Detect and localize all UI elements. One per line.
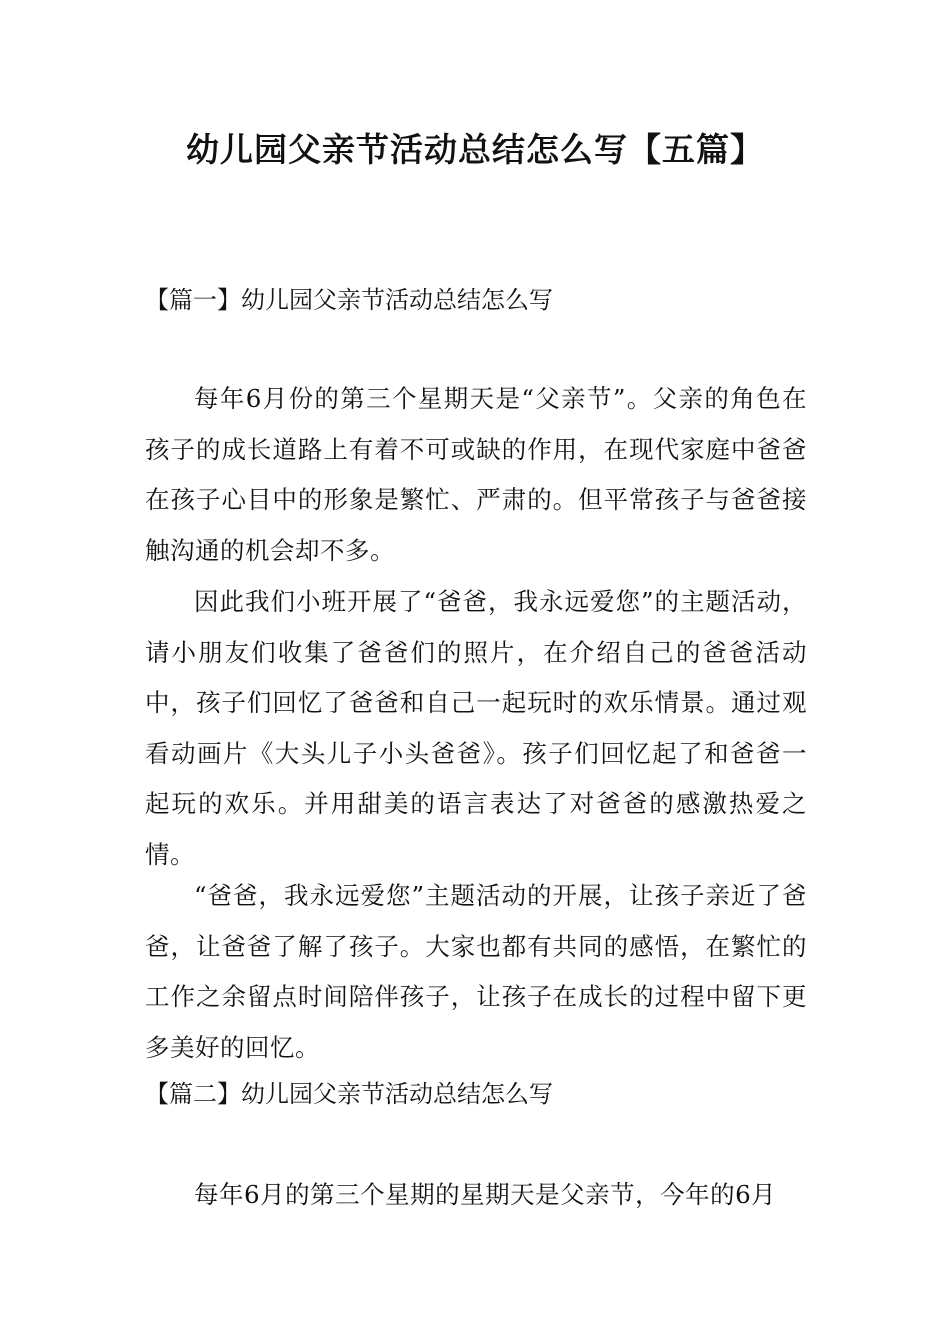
paragraph: 每年6月的第三个星期的星期天是父亲节，今年的6月 [194,1180,777,1209]
section-heading-1: 【篇一】幼儿园父亲节活动总结怎么写 [145,286,553,314]
paragraph: 因此我们小班开展了“爸爸，我永远爱您”的主题活动，请小朋友们收集了爸爸们的照片，在介绍自己的爸爸活动中，孩子们回忆了爸爸和自己一起玩时的欢乐情景。通过观看动画片《大头儿子小头爸爸》。孩子们回忆起了和爸爸一起玩的欢乐。并用甜美的语言表达了对爸爸的感激热爱之情。 [145,587,807,869]
paragraph: “爸爸，我永远爱您”主题活动的开展，让孩子亲近了爸爸，让爸爸了解了孩子。大家也都有共同的感悟，在繁忙的工作之余留点时间陪伴孩子，让孩子在成长的过程中留下更多美好的回忆。 [145,881,807,1062]
paragraph: 每年6月份的第三个星期天是“父亲节”。父亲的角色在孩子的成长道路上有着不可或缺的作用，在现代家庭中爸爸在孩子心目中的形象是繁忙、严肃的。但平常孩子与爸爸接触沟通的机会却不多。 [145,384,807,565]
section-heading-2: 【篇二】幼儿园父亲节活动总结怎么写 [145,1080,553,1108]
document-title: 幼儿园父亲节活动总结怎么写【五篇】 [186,130,764,169]
